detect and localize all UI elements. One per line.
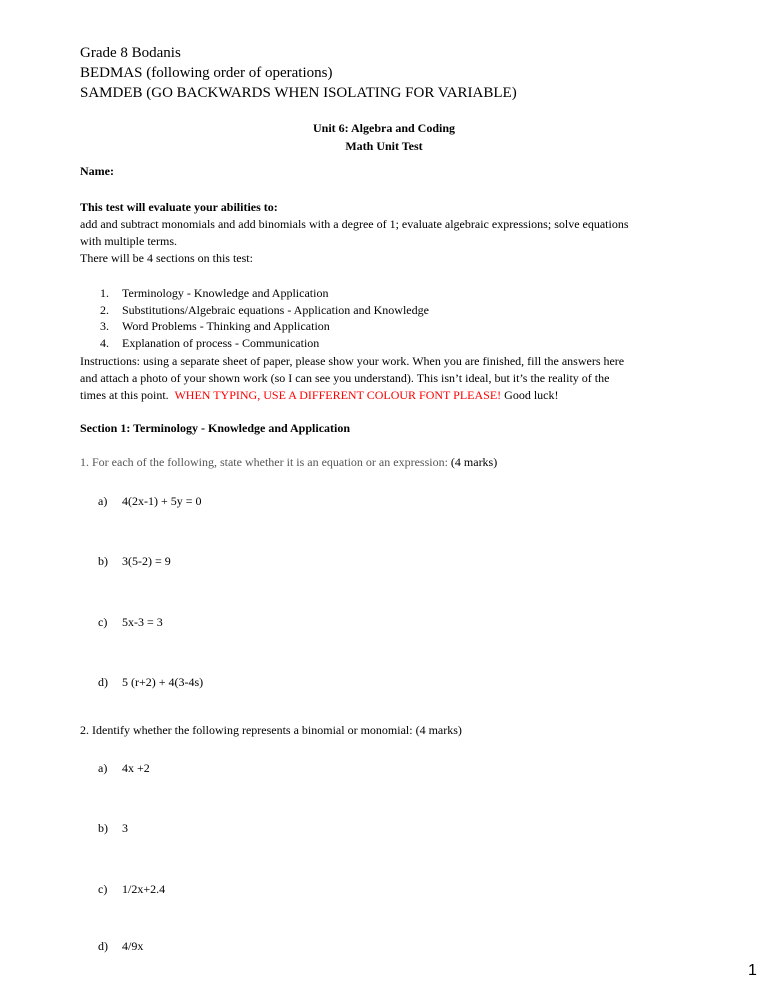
question-marks: (4 marks) <box>447 455 498 469</box>
instructions-text: Instructions: using a separate sheet of paper, please show your work. When you are finished, fill the answers here <box>80 354 625 368</box>
list-number: 1. <box>100 286 109 300</box>
item-text: 4/9x <box>122 939 144 953</box>
item-label: d) <box>98 675 108 689</box>
list-number: 3. <box>100 319 109 333</box>
item-text: 1/2x+2.4 <box>122 882 166 896</box>
test-title: Math Unit Test <box>345 139 423 153</box>
item-text: 3 <box>122 821 128 835</box>
item-label: b) <box>98 554 108 568</box>
question-2-prompt: 2. Identify whether the following represents a binomial or monomial: (4 marks) <box>80 723 462 737</box>
page-number: 1 <box>748 962 757 979</box>
evaluate-text: with multiple terms. <box>80 234 177 248</box>
list-number: 4. <box>100 336 109 350</box>
item-label: a) <box>98 494 108 508</box>
item-text: 5 (r+2) + 4(3-4s) <box>122 675 204 689</box>
list-text: Explanation of process - Communication <box>122 336 320 350</box>
instructions-warning: WHEN TYPING, USE A DIFFERENT COLOUR FONT PLEASE! <box>174 388 502 402</box>
item-text: 3(5-2) = 9 <box>122 554 171 568</box>
list-text: Word Problems - Thinking and Application <box>122 319 330 333</box>
sections-intro: There will be 4 sections on this test: <box>80 251 253 265</box>
item-label: b) <box>98 821 108 835</box>
instructions-text: and attach a photo of your shown work (so I can see you understand). This isn’t ideal, but it’s the reality of the <box>80 371 610 385</box>
instructions-text <box>80 388 558 402</box>
item-label: d) <box>98 939 108 953</box>
item-label: a) <box>98 761 108 775</box>
item-text: 4x +2 <box>122 761 150 775</box>
unit-title: Unit 6: Algebra and Coding <box>312 121 456 135</box>
list-text: Substitutions/Algebraic equations - Application and Knowledge <box>122 303 429 317</box>
item-label: c) <box>98 615 108 629</box>
list-number: 2. <box>100 303 109 317</box>
header-line: BEDMAS (following order of operations) <box>80 65 333 81</box>
item-label: c) <box>98 882 108 896</box>
section1-heading: Section 1: Terminology - Knowledge and Application <box>80 421 351 435</box>
evaluate-heading: This test will evaluate your abilities to: <box>80 200 278 214</box>
question-text: 1. For each of the following, state whether it is an equation or an expression: <box>80 455 448 469</box>
list-text: Terminology - Knowledge and Application <box>122 286 329 300</box>
item-text: 5x-3 = 3 <box>122 615 163 629</box>
name-label: Name: <box>80 164 114 178</box>
instructions-text-start: times at this point. <box>80 388 175 402</box>
item-text: 4(2x-1) + 5y = 0 <box>122 494 202 508</box>
question-1-prompt <box>80 455 497 469</box>
evaluate-text: add and subtract monomials and add binomials with a degree of 1; evaluate algebraic expressions; solve equations <box>80 217 629 231</box>
header-line: Grade 8 Bodanis <box>80 45 181 61</box>
instructions-text-end: Good luck! <box>501 388 559 402</box>
header-line: SAMDEB (GO BACKWARDS WHEN ISOLATING FOR VARIABLE) <box>80 85 517 101</box>
